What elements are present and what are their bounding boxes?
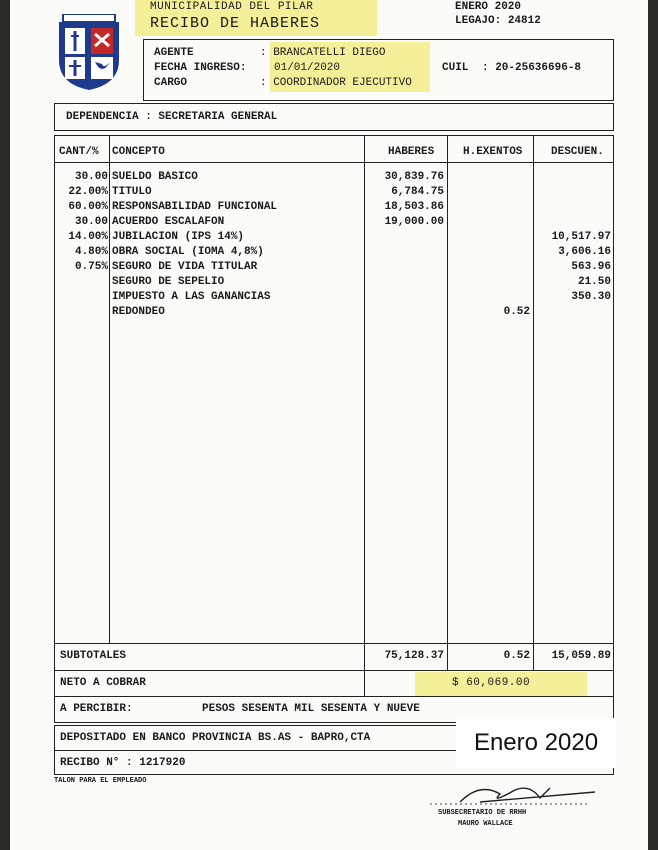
signature-role: SUBSECRETARIO DE RRHH [438,809,527,817]
signature-name: MAURO WALLACE [458,820,513,828]
row-concepto: SUELDO BASICO [112,171,198,183]
row-cant: 4.80% [74,246,108,258]
percibir-label: A PERCIBIR: [60,703,133,715]
depositado-text: DEPOSITADO EN BANCO PROVINCIA BS.AS - BAPRO,CTA [60,732,371,744]
cuil-value: : 20-25636696-8 [482,62,582,74]
municipal-crest-icon [57,14,121,90]
neto-value: $ 60,069.00 [452,677,531,689]
dependencia: DEPENDENCIA : SECRETARIA GENERAL [66,111,278,123]
signature-mark-icon [420,780,610,810]
agente-label: AGENTE [154,47,194,59]
payslip-page [10,0,648,850]
row-descuentos: 10,517.97 [551,231,611,243]
row-concepto: TITULO [112,186,152,198]
header-concepto: CONCEPTO [112,146,165,158]
subtotal-haberes: 75,128.37 [384,650,444,662]
subtotales-label: SUBTOTALES [60,650,127,662]
neto-divider [364,670,365,697]
row-cant: 30.00 [74,216,108,228]
col-divider [109,135,110,643]
header-descuentos: DESCUEN. [551,146,604,158]
row-cant: 0.75% [74,261,108,273]
row-descuentos: 21.50 [577,276,611,288]
row-concepto: JUBILACION (IPS 14%) [112,231,245,243]
municipality-name: MUNICIPALIDAD DEL PILAR [150,1,314,13]
row-haberes: 18,503.86 [384,201,444,213]
percibir-value: PESOS SESENTA MIL SESENTA Y NUEVE [202,703,420,715]
subtotal-divider [54,643,614,644]
agente-value: : BRANCATELLI DIEGO [260,47,386,59]
row-descuentos: 563.96 [571,261,611,273]
table-header-divider [54,162,614,163]
row-haberes: 19,000.00 [384,216,444,228]
cuil-label: CUIL [442,62,469,74]
row-concepto: OBRA SOCIAL (IOMA 4,8%) [112,246,264,258]
legajo [455,15,541,27]
row-concepto: IMPUESTO A LAS GANANCIAS [112,291,271,303]
recibo-nro-label: RECIBO N° : [60,757,133,769]
row-exentos: 0.52 [503,306,530,318]
row-concepto: RESPONSABILIDAD FUNCIONAL [112,201,278,213]
col-divider [447,135,448,671]
fecha-ingreso-label: FECHA INGRESO: [154,62,247,74]
row-descuentos: 350.30 [571,291,611,303]
row-concepto: REDONDEO [112,306,165,318]
col-divider [364,135,365,671]
row-cant: 60.00% [68,201,108,213]
cargo-value: : COORDINADOR EJECUTIVO [260,77,412,89]
row-haberes: 6,784.75 [391,186,444,198]
recibo-nro-value: 1217920 [139,757,186,769]
neto-label: NETO A COBRAR [60,677,146,689]
subtotal-descuentos: 15,059.89 [551,650,611,662]
row-concepto: SEGURO DE SEPELIO [112,276,225,288]
talon-label: TALON PARA EL EMPLEADO [54,777,147,785]
header-exentos: H.EXENTOS [463,146,523,158]
legajo-value: 24812 [507,15,541,27]
fecha-ingreso-value: 01/01/2020 [274,62,341,74]
row-cant: 14.00% [68,231,108,243]
row-concepto: SEGURO DE VIDA TITULAR [112,261,258,273]
legajo-label: LEGAJO: [455,15,502,27]
header-haberes: HABERES [388,146,435,158]
period: ENERO 2020 [455,1,522,13]
recibo-label [60,757,185,769]
row-cant: 30.00 [74,171,108,183]
row-cant: 22.00% [68,186,108,198]
col-divider [533,135,534,671]
cargo-label: CARGO [154,77,188,89]
row-concepto: ACUERDO ESCALAFON [112,216,225,228]
row-haberes: 30,839.76 [384,171,444,183]
document-title: RECIBO DE HABERES [150,15,321,32]
subtotal-exentos: 0.52 [503,650,530,662]
handwritten-note: Enero 2020 [456,718,616,768]
row-descuentos: 3,606.16 [558,246,611,258]
header-cant: CANT/% [59,146,99,158]
